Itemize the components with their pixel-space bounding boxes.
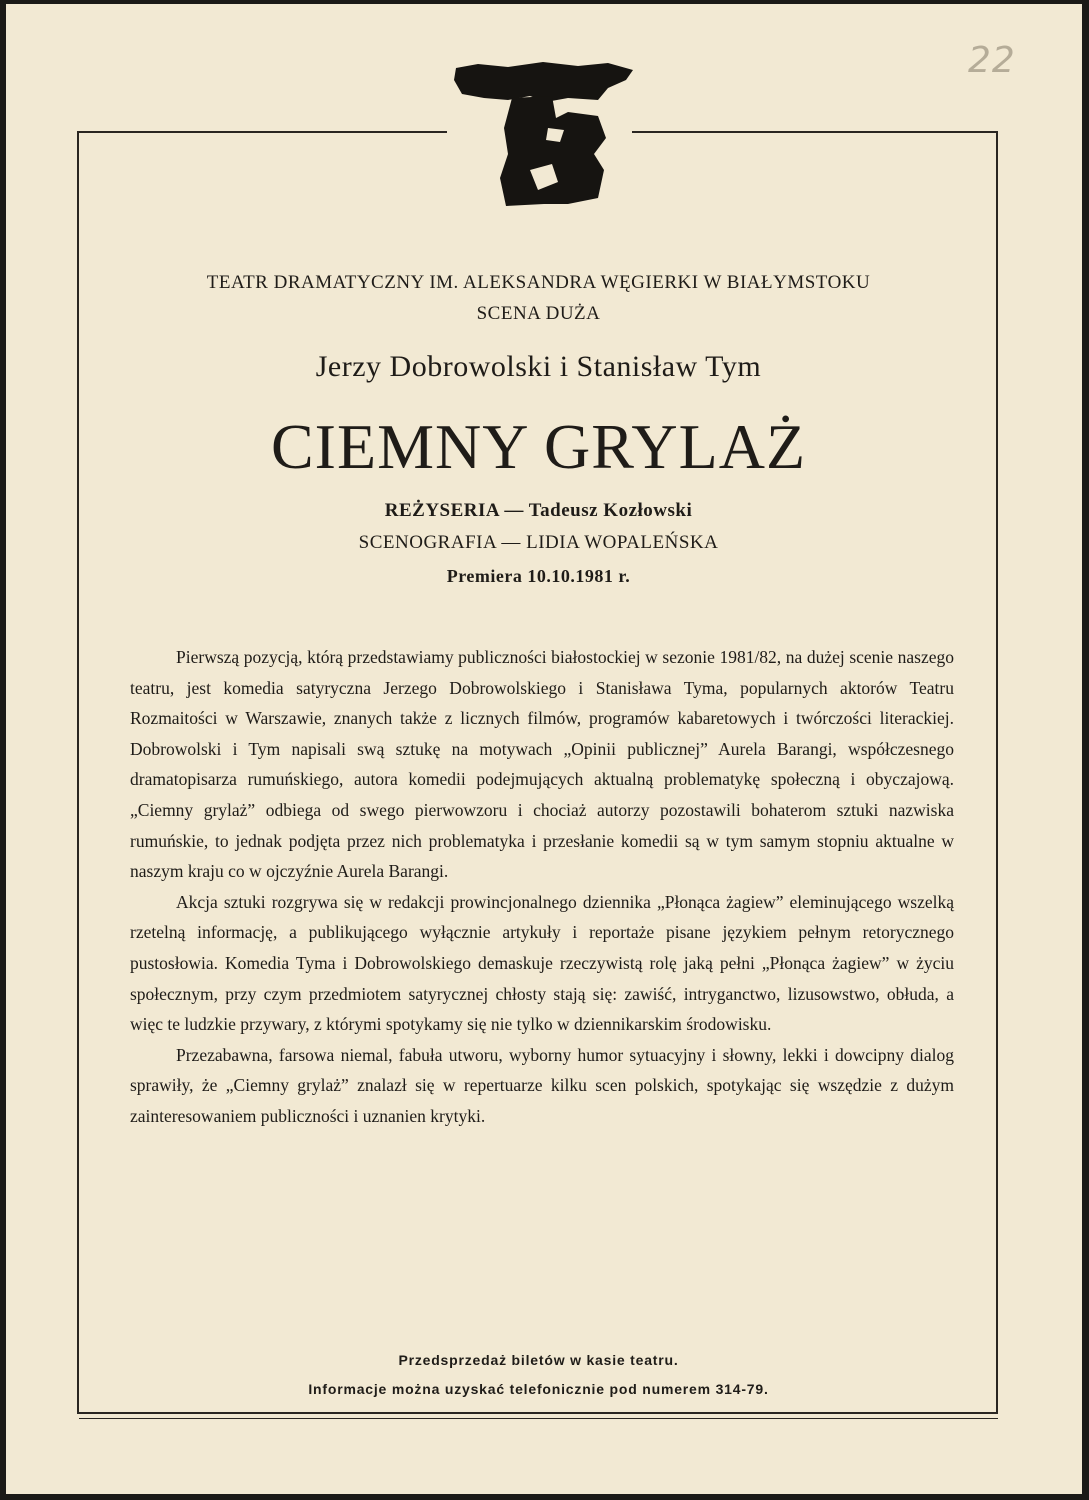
page-number: 22 bbox=[968, 40, 1016, 81]
phone-info-note: Informacje można uzyskać telefonicznie pod numerem 314-79. bbox=[308, 1381, 769, 1397]
theatre-tb-monogram-icon bbox=[448, 58, 638, 208]
premiere-date: Premiera 10.10.1981 r. bbox=[446, 566, 631, 586]
theatre-name: TEATR DRAMATYCZNY IM. ALEKSANDRA WĘGIERKI W BIAŁYMSTOKU bbox=[206, 272, 871, 293]
stage-name: SCENA DUŻA bbox=[476, 303, 601, 324]
frame-bottom-rule-inner bbox=[79, 1418, 998, 1419]
direction-credit: REŻYSERIA — Tadeusz Kozłowski bbox=[384, 500, 693, 521]
ticket-presale-note: Przedsprzedaż biletów w kasie teatru. bbox=[398, 1352, 679, 1368]
paragraph: Pierwszą pozycją, którą przedstawiamy publiczności białostockiej w sezonie 1981/82, na dużej scenie naszego teatru, jest komedia satyryczna Jerzego Dobrowolskiego i Stanisława Tyma, popularnych aktorów Teatru Rozmaitości w Warszawie, znanych także z licznych filmów, programów kabaretowych i twórczości literackiej. Dobrowolski i Tym napisali swą sztukę na motywach „Opinii publicznej” Aurela Barangi, współczesnego dramatopisarza rumuńskiego, autora komedii podejmujących aktualną problematykę społeczną i obyczajową. „Ciemny grylaż” odbiega od swego pierwowzoru i chociaż autorzy pozostawili bohaterom sztuki nazwiska rumuńskie, to jednak podjęta przez nich problematyka i przesłanie komedii są w tym samym stopniu aktualne w naszym kraju co w ojczyźnie Aurela Barangi. bbox=[130, 647, 954, 882]
paragraph: Akcja sztuki rozgrywa się w redakcji prowincjonalnego dziennika „Płonąca żagiew” eleminującego wszelką rzetelną informację, a publikującego wyłącznie artykuły i reportaże pisane językiem pełnym retorycznego pustosłowia. Komedia Tyma i Dobrowolskiego demaskuje rzeczywistą rolę jaką pełni „Płonąca żagiew” w życiu społecznym, przy czym przedmiotem satyrycznej chłosty stają się: zawiść, intryganctwo, lizusowstwo, obłuda, a więc te ludzkie przywary, z którymi spotykamy się nie tylko w dziennikarskim środowisku. bbox=[130, 891, 954, 1035]
paragraph: Przezabawna, farsowa niemal, fabuła utworu, wyborny humor sytuacyjny i słowny, lekki i dowcipny dialog sprawiły, że „Ciemny grylaż” znalazł się w repertuarze kilku scen polskich, spotykając się wszędzie z dużym zainteresowaniem publiczności i uznanien krytyki. bbox=[130, 1044, 954, 1126]
scenography-credit: SCENOGRAFIA — LIDIA WOPALEŃSKA bbox=[358, 532, 719, 553]
frame-top-rule-left bbox=[77, 131, 447, 133]
description-text bbox=[130, 642, 954, 1132]
frame-bottom-rule bbox=[79, 1412, 998, 1414]
frame-top-rule-right bbox=[632, 131, 998, 133]
play-title: CIEMNY GRYLAŻ bbox=[270, 411, 807, 482]
play-authors: Jerzy Dobrowolski i Stanisław Tym bbox=[315, 350, 762, 383]
